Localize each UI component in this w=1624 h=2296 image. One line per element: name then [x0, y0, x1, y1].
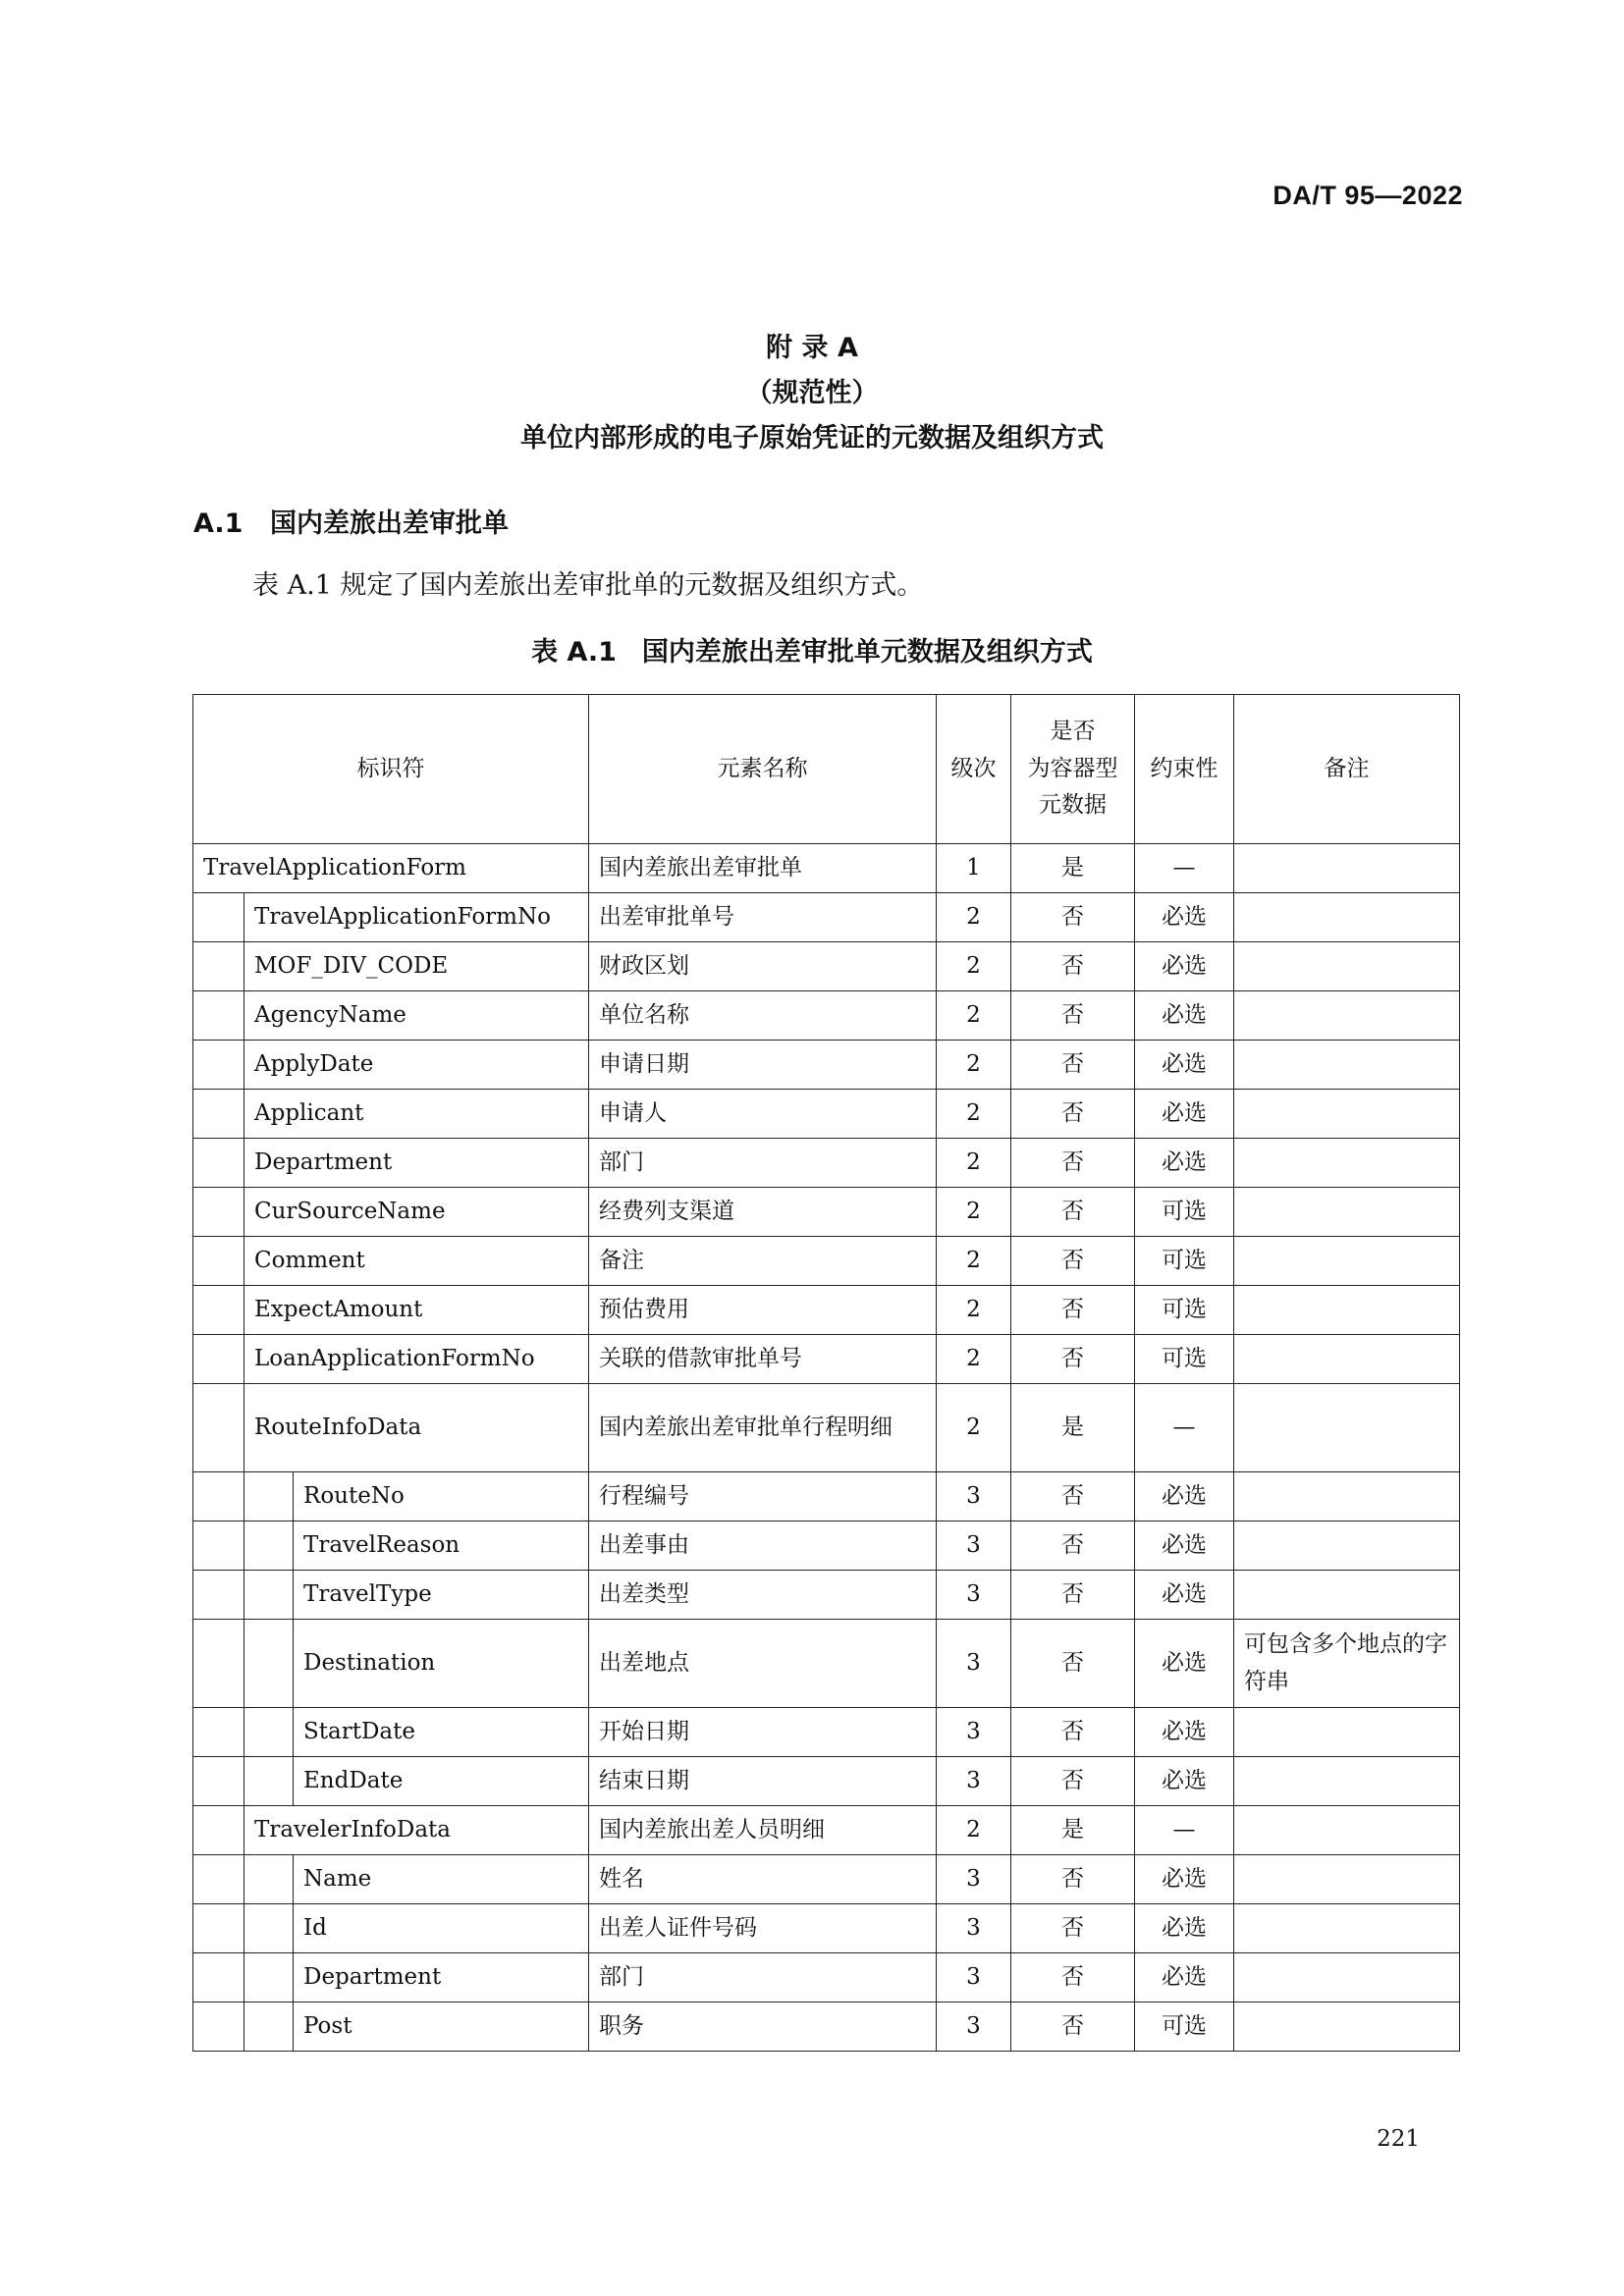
- container-cell: 否: [1011, 1620, 1135, 1708]
- note-cell: [1234, 1855, 1460, 1904]
- section-heading: [193, 502, 509, 540]
- table-row: [193, 1090, 1460, 1139]
- constraint-cell: —: [1135, 1384, 1234, 1472]
- note-cell: 可包含多个地点的字符串: [1234, 1620, 1460, 1708]
- element-name-cell: 部门: [589, 1139, 937, 1188]
- container-cell: 否: [1011, 1286, 1135, 1335]
- note-cell: [1234, 991, 1460, 1041]
- constraint-cell: 必选: [1135, 1904, 1234, 1953]
- identifier-cell: Applicant: [244, 1090, 589, 1139]
- identifier-cell: ApplyDate: [244, 1041, 589, 1090]
- element-name-cell: 出差人证件号码: [589, 1904, 937, 1953]
- indent-cell: [193, 942, 244, 991]
- page-number: 221: [1377, 2126, 1420, 2152]
- note-cell: [1234, 1090, 1460, 1139]
- indent-cell: [244, 2002, 294, 2052]
- table-row: [193, 1620, 1460, 1708]
- level-cell: 3: [937, 1571, 1011, 1620]
- indent-cell: [193, 1953, 244, 2002]
- identifier-cell: Name: [294, 1855, 589, 1904]
- identifier-cell: Post: [294, 2002, 589, 2052]
- constraint-cell: 可选: [1135, 1286, 1234, 1335]
- level-cell: 3: [937, 1708, 1011, 1757]
- indent-cell: [244, 1953, 294, 2002]
- container-cell: 否: [1011, 1904, 1135, 1953]
- header-identifier: 标识符: [193, 695, 589, 844]
- constraint-cell: 必选: [1135, 1472, 1234, 1522]
- element-name-cell: 职务: [589, 2002, 937, 2052]
- element-name-cell: 出差地点: [589, 1620, 937, 1708]
- element-name-cell: 结束日期: [589, 1757, 937, 1806]
- element-name-cell: 出差类型: [589, 1571, 937, 1620]
- table-row: [193, 1953, 1460, 2002]
- identifier-cell: Department: [244, 1139, 589, 1188]
- constraint-cell: 必选: [1135, 1708, 1234, 1757]
- element-name-cell: 申请人: [589, 1090, 937, 1139]
- identifier-cell: ExpectAmount: [244, 1286, 589, 1335]
- indent-cell: [193, 1472, 244, 1522]
- table-header-row: [193, 695, 1460, 844]
- note-cell: [1234, 1335, 1460, 1384]
- container-cell: 否: [1011, 1708, 1135, 1757]
- container-cell: 否: [1011, 1188, 1135, 1237]
- level-cell: 3: [937, 1522, 1011, 1571]
- table-row: [193, 1522, 1460, 1571]
- constraint-cell: 必选: [1135, 942, 1234, 991]
- note-cell: [1234, 1806, 1460, 1855]
- indent-cell: [193, 1757, 244, 1806]
- table-row: [193, 991, 1460, 1041]
- indent-cell: [244, 1855, 294, 1904]
- level-cell: 2: [937, 1237, 1011, 1286]
- indent-cell: [193, 1904, 244, 1953]
- header-level: 级次: [937, 695, 1011, 844]
- header-constraint: 约束性: [1135, 695, 1234, 844]
- level-cell: 2: [937, 893, 1011, 942]
- indent-cell: [193, 1286, 244, 1335]
- constraint-cell: 可选: [1135, 1188, 1234, 1237]
- constraint-cell: 可选: [1135, 1335, 1234, 1384]
- container-cell: 否: [1011, 893, 1135, 942]
- table-row: [193, 1855, 1460, 1904]
- container-cell: 否: [1011, 1237, 1135, 1286]
- constraint-cell: 必选: [1135, 1522, 1234, 1571]
- indent-cell: [244, 1620, 294, 1708]
- note-cell: [1234, 893, 1460, 942]
- level-cell: 2: [937, 1806, 1011, 1855]
- indent-cell: [244, 1522, 294, 1571]
- indent-cell: [193, 1237, 244, 1286]
- identifier-cell: RouteNo: [294, 1472, 589, 1522]
- container-cell: 否: [1011, 1757, 1135, 1806]
- constraint-cell: 可选: [1135, 2002, 1234, 2052]
- constraint-cell: 必选: [1135, 1855, 1234, 1904]
- table-body: [193, 844, 1460, 2052]
- element-name-cell: 预估费用: [589, 1286, 937, 1335]
- container-cell: 否: [1011, 2002, 1135, 2052]
- indent-cell: [193, 1620, 244, 1708]
- indent-cell: [193, 1855, 244, 1904]
- note-cell: [1234, 1708, 1460, 1757]
- note-cell: [1234, 1953, 1460, 2002]
- container-cell: 否: [1011, 1335, 1135, 1384]
- element-name-cell: 开始日期: [589, 1708, 937, 1757]
- level-cell: 2: [937, 991, 1011, 1041]
- identifier-cell: Department: [294, 1953, 589, 2002]
- constraint-cell: 必选: [1135, 893, 1234, 942]
- element-name-cell: 关联的借款审批单号: [589, 1335, 937, 1384]
- table-row: [193, 1041, 1460, 1090]
- element-name-cell: 出差事由: [589, 1522, 937, 1571]
- note-cell: [1234, 1041, 1460, 1090]
- section-number: A.1: [193, 508, 244, 539]
- table-row: [193, 1335, 1460, 1384]
- level-cell: 2: [937, 1090, 1011, 1139]
- level-cell: 3: [937, 1953, 1011, 2002]
- identifier-cell: LoanApplicationFormNo: [244, 1335, 589, 1384]
- level-cell: 3: [937, 2002, 1011, 2052]
- appendix-title: 附 录 A: [766, 333, 858, 363]
- note-cell: [1234, 2002, 1460, 2052]
- note-cell: [1234, 1237, 1460, 1286]
- constraint-cell: —: [1135, 1806, 1234, 1855]
- level-cell: 3: [937, 1855, 1011, 1904]
- constraint-cell: 必选: [1135, 1757, 1234, 1806]
- indent-cell: [244, 1904, 294, 1953]
- table-caption-number: 表 A.1: [531, 637, 617, 667]
- identifier-cell: Comment: [244, 1237, 589, 1286]
- table-row: [193, 1472, 1460, 1522]
- table-row: [193, 2002, 1460, 2052]
- note-cell: [1234, 1384, 1460, 1472]
- element-name-cell: 财政区划: [589, 942, 937, 991]
- intro-paragraph: 表 A.1 规定了国内差旅出差审批单的元数据及组织方式。: [252, 570, 924, 601]
- note-cell: [1234, 1139, 1460, 1188]
- container-cell: 是: [1011, 844, 1135, 893]
- note-cell: [1234, 1472, 1460, 1522]
- level-cell: 1: [937, 844, 1011, 893]
- appendix-heading: 单位内部形成的电子原始凭证的元数据及组织方式: [520, 423, 1104, 454]
- indent-cell: [193, 1139, 244, 1188]
- container-cell: 否: [1011, 1855, 1135, 1904]
- identifier-cell: CurSourceName: [244, 1188, 589, 1237]
- constraint-cell: 可选: [1135, 1237, 1234, 1286]
- header-note: 备注: [1234, 695, 1460, 844]
- level-cell: 3: [937, 1904, 1011, 1953]
- container-cell: 否: [1011, 991, 1135, 1041]
- table-row: [193, 1139, 1460, 1188]
- table-row: [193, 1708, 1460, 1757]
- level-cell: 2: [937, 1335, 1011, 1384]
- constraint-cell: —: [1135, 844, 1234, 893]
- constraint-cell: 必选: [1135, 1620, 1234, 1708]
- identifier-cell: TravelReason: [294, 1522, 589, 1571]
- table-row: [193, 893, 1460, 942]
- note-cell: [1234, 1522, 1460, 1571]
- indent-cell: [193, 1188, 244, 1237]
- container-cell: 否: [1011, 1090, 1135, 1139]
- indent-cell: [193, 2002, 244, 2052]
- indent-cell: [193, 1090, 244, 1139]
- table-row: [193, 1384, 1460, 1472]
- indent-cell: [193, 1335, 244, 1384]
- indent-cell: [244, 1472, 294, 1522]
- constraint-cell: 必选: [1135, 1139, 1234, 1188]
- indent-cell: [193, 991, 244, 1041]
- table-caption: [0, 630, 1624, 668]
- constraint-cell: 必选: [1135, 991, 1234, 1041]
- indent-cell: [193, 1041, 244, 1090]
- container-cell: 否: [1011, 1041, 1135, 1090]
- identifier-cell: StartDate: [294, 1708, 589, 1757]
- table-row: [193, 1904, 1460, 1953]
- table-row: [193, 1237, 1460, 1286]
- level-cell: 2: [937, 1188, 1011, 1237]
- constraint-cell: 必选: [1135, 1571, 1234, 1620]
- standard-code: DA/T 95—2022: [1272, 181, 1463, 210]
- container-cell: 否: [1011, 1472, 1135, 1522]
- indent-cell: [193, 1571, 244, 1620]
- note-cell: [1234, 1904, 1460, 1953]
- container-cell: 否: [1011, 942, 1135, 991]
- element-name-cell: 单位名称: [589, 991, 937, 1041]
- indent-cell: [193, 1522, 244, 1571]
- level-cell: 3: [937, 1472, 1011, 1522]
- table-caption-title: 国内差旅出差审批单元数据及组织方式: [641, 637, 1093, 667]
- element-name-cell: 出差审批单号: [589, 893, 937, 942]
- header-container: 是否 为容器型 元数据: [1011, 695, 1135, 844]
- note-cell: [1234, 844, 1460, 893]
- note-cell: [1234, 1286, 1460, 1335]
- table-row: [193, 942, 1460, 991]
- identifier-cell: TravelType: [294, 1571, 589, 1620]
- element-name-cell: 国内差旅出差审批单行程明细: [589, 1384, 937, 1472]
- element-name-cell: 部门: [589, 1953, 937, 2002]
- identifier-cell: RouteInfoData: [244, 1384, 589, 1472]
- level-cell: 3: [937, 1757, 1011, 1806]
- level-cell: 2: [937, 1384, 1011, 1472]
- level-cell: 2: [937, 1139, 1011, 1188]
- indent-cell: [193, 1384, 244, 1472]
- indent-cell: [193, 1806, 244, 1855]
- level-cell: 2: [937, 942, 1011, 991]
- element-name-cell: 国内差旅出差审批单: [589, 844, 937, 893]
- identifier-cell: TravelApplicationForm: [193, 844, 589, 893]
- identifier-cell: EndDate: [294, 1757, 589, 1806]
- container-cell: 否: [1011, 1571, 1135, 1620]
- identifier-cell: Id: [294, 1904, 589, 1953]
- identifier-cell: TravelerInfoData: [244, 1806, 589, 1855]
- indent-cell: [193, 1708, 244, 1757]
- constraint-cell: 必选: [1135, 1090, 1234, 1139]
- container-cell: 否: [1011, 1139, 1135, 1188]
- element-name-cell: 申请日期: [589, 1041, 937, 1090]
- element-name-cell: 姓名: [589, 1855, 937, 1904]
- header-element-name: 元素名称: [589, 695, 937, 844]
- identifier-cell: AgencyName: [244, 991, 589, 1041]
- note-cell: [1234, 942, 1460, 991]
- note-cell: [1234, 1188, 1460, 1237]
- constraint-cell: 必选: [1135, 1041, 1234, 1090]
- appendix-subtitle: （规范性）: [745, 378, 879, 408]
- table-row: [193, 1806, 1460, 1855]
- level-cell: 2: [937, 1286, 1011, 1335]
- table-row: [193, 844, 1460, 893]
- section-title: 国内差旅出差审批单: [270, 508, 509, 539]
- element-name-cell: 国内差旅出差人员明细: [589, 1806, 937, 1855]
- container-cell: 是: [1011, 1384, 1135, 1472]
- table-row: [193, 1571, 1460, 1620]
- container-cell: 是: [1011, 1806, 1135, 1855]
- indent-cell: [193, 893, 244, 942]
- note-cell: [1234, 1757, 1460, 1806]
- level-cell: 2: [937, 1041, 1011, 1090]
- level-cell: 3: [937, 1620, 1011, 1708]
- indent-cell: [244, 1708, 294, 1757]
- metadata-table: [192, 694, 1460, 2052]
- element-name-cell: 备注: [589, 1237, 937, 1286]
- identifier-cell: Destination: [294, 1620, 589, 1708]
- element-name-cell: 经费列支渠道: [589, 1188, 937, 1237]
- note-cell: [1234, 1571, 1460, 1620]
- element-name-cell: 行程编号: [589, 1472, 937, 1522]
- table-row: [193, 1286, 1460, 1335]
- constraint-cell: 必选: [1135, 1953, 1234, 2002]
- container-cell: 否: [1011, 1522, 1135, 1571]
- container-cell: 否: [1011, 1953, 1135, 2002]
- identifier-cell: TravelApplicationFormNo: [244, 893, 589, 942]
- indent-cell: [244, 1571, 294, 1620]
- indent-cell: [244, 1757, 294, 1806]
- table-row: [193, 1188, 1460, 1237]
- table-row: [193, 1757, 1460, 1806]
- identifier-cell: MOF_DIV_CODE: [244, 942, 589, 991]
